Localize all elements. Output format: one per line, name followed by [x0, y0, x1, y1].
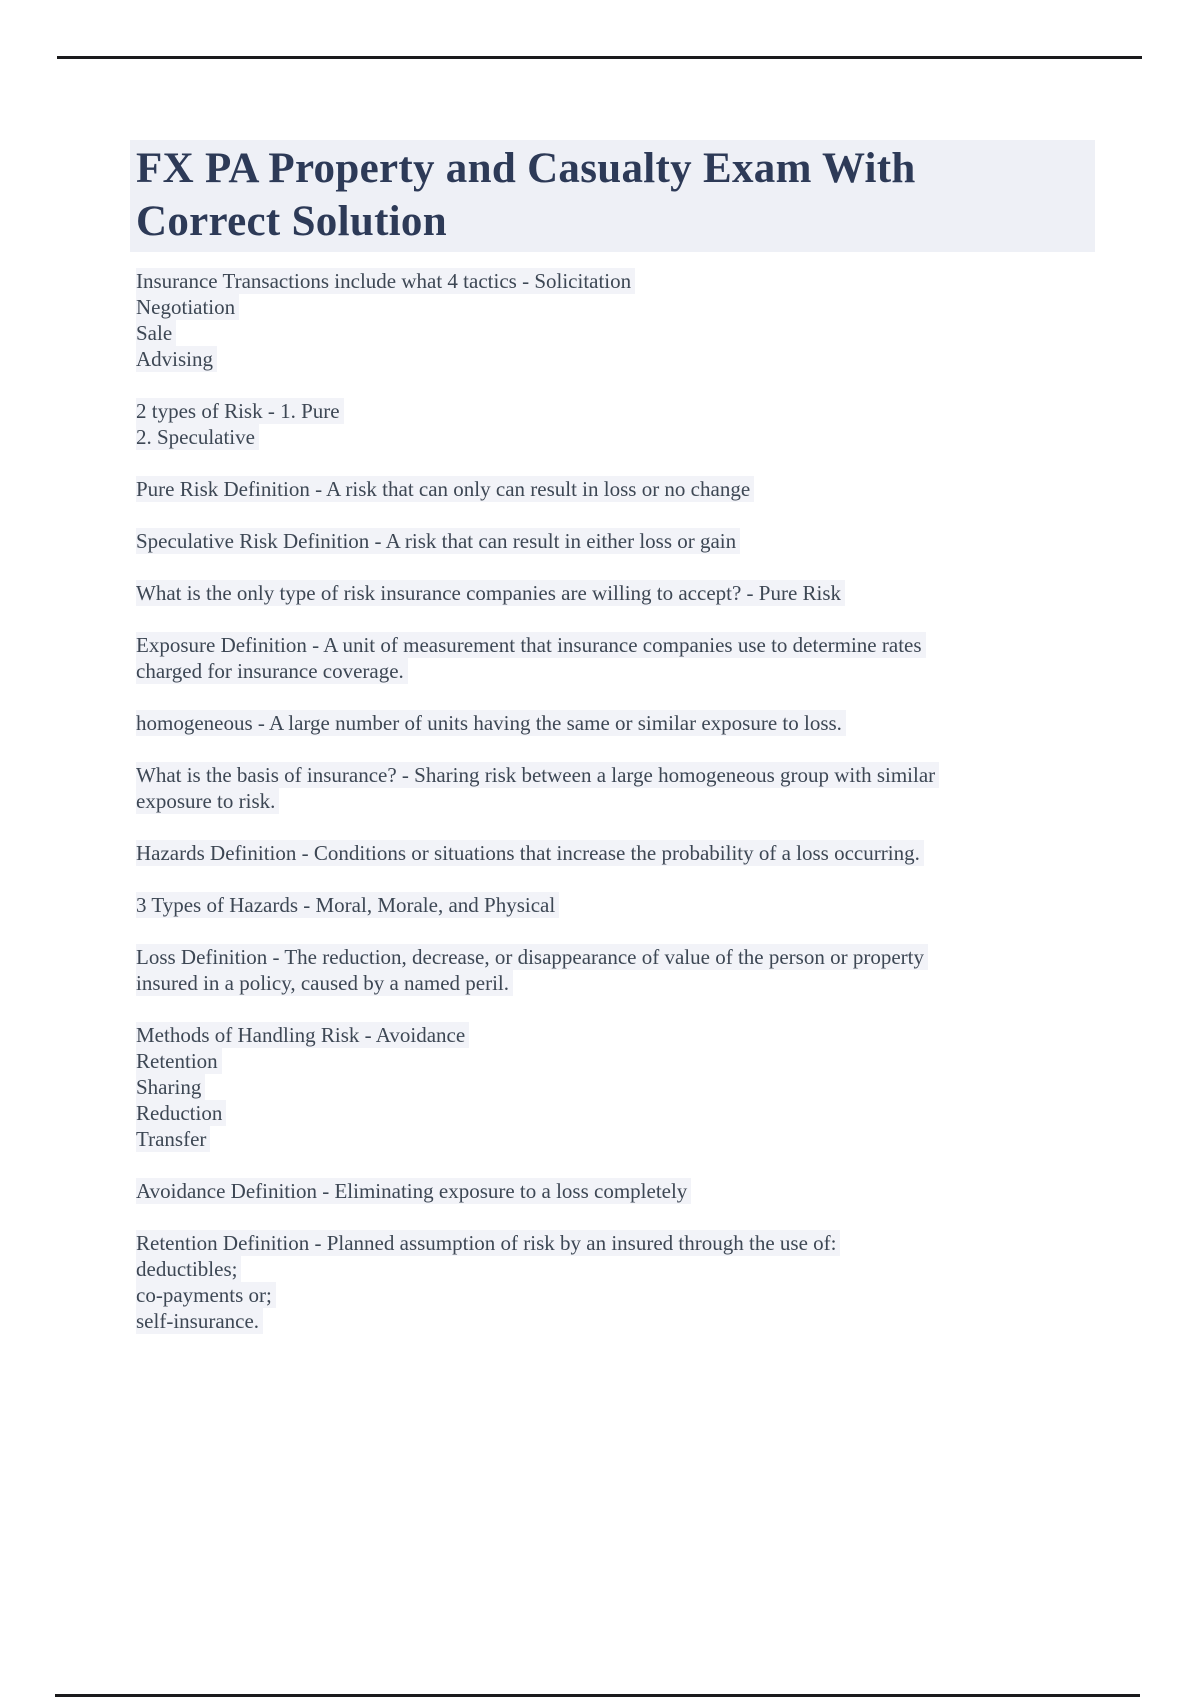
qa-line — [136, 1074, 1100, 1100]
highlighted-text: insured in a policy, caused by a named peril. — [136, 970, 513, 996]
qa-line — [136, 762, 1100, 788]
highlighted-text: charged for insurance coverage. — [136, 658, 408, 684]
highlighted-text: Retention Definition - Planned assumption of risk by an insured through the use of: — [136, 1230, 840, 1256]
qa-line — [136, 1308, 1100, 1334]
qa-line — [136, 1282, 1100, 1308]
qa-line — [136, 1022, 1100, 1048]
qa-item — [136, 710, 1100, 736]
highlighted-text: Speculative Risk Definition - A risk that can result in either loss or gain — [136, 528, 740, 554]
qa-line — [136, 788, 1100, 814]
qa-item — [136, 840, 1100, 866]
highlighted-text: What is the only type of risk insurance companies are willing to accept? - Pure Risk — [136, 580, 845, 606]
highlighted-text: Transfer — [136, 1126, 210, 1152]
qa-item — [136, 944, 1100, 996]
highlighted-text: 2. Speculative — [136, 424, 259, 450]
qa-line — [136, 1230, 1100, 1256]
qa-item — [136, 580, 1100, 606]
qa-item — [136, 632, 1100, 684]
highlighted-text: Pure Risk Definition - A risk that can only can result in loss or no change — [136, 476, 754, 502]
qa-list — [130, 268, 1100, 1334]
highlighted-text: deductibles; — [136, 1256, 241, 1282]
highlighted-text: Hazards Definition - Conditions or situations that increase the probability of a loss occurring. — [136, 840, 924, 866]
highlighted-text: Loss Definition - The reduction, decrease, or disappearance of value of the person or property — [136, 944, 928, 970]
qa-line — [136, 580, 1100, 606]
highlighted-text: Exposure Definition - A unit of measurement that insurance companies use to determine rates — [136, 632, 926, 658]
qa-item — [136, 268, 1100, 372]
highlighted-text: Negotiation — [136, 294, 239, 320]
highlighted-text: Reduction — [136, 1100, 226, 1126]
qa-line — [136, 840, 1100, 866]
page-border-top-rule — [57, 56, 1142, 59]
qa-line — [136, 1126, 1100, 1152]
qa-line — [136, 632, 1100, 658]
qa-item — [136, 1022, 1100, 1152]
qa-item — [136, 1230, 1100, 1334]
qa-line — [136, 1178, 1100, 1204]
qa-line — [136, 970, 1100, 996]
highlighted-text: 2 types of Risk - 1. Pure — [136, 398, 344, 424]
qa-line — [136, 528, 1100, 554]
qa-line — [136, 346, 1100, 372]
qa-line — [136, 320, 1100, 346]
qa-item — [136, 528, 1100, 554]
qa-line — [136, 294, 1100, 320]
qa-line — [136, 398, 1100, 424]
highlighted-text: Methods of Handling Risk - Avoidance — [136, 1022, 469, 1048]
highlighted-text: co-payments or; — [136, 1282, 276, 1308]
qa-line — [136, 476, 1100, 502]
qa-item — [136, 1178, 1100, 1204]
page-border-bottom-rule — [55, 1694, 1140, 1697]
highlighted-text: homogeneous - A large number of units having the same or similar exposure to loss. — [136, 710, 846, 736]
qa-line — [136, 892, 1100, 918]
qa-line — [136, 710, 1100, 736]
qa-line — [136, 1048, 1100, 1074]
document-content — [130, 140, 1100, 1334]
highlighted-text: 3 Types of Hazards - Moral, Morale, and Physical — [136, 892, 559, 918]
highlighted-text: Sharing — [136, 1074, 205, 1100]
qa-line — [136, 658, 1100, 684]
qa-item — [136, 476, 1100, 502]
highlighted-text: exposure to risk. — [136, 788, 279, 814]
highlighted-text: Avoidance Definition - Eliminating exposure to a loss completely — [136, 1178, 691, 1204]
highlighted-text: Advising — [136, 346, 217, 372]
document-title-block — [130, 140, 1095, 252]
highlighted-text: What is the basis of insurance? - Sharing risk between a large homogeneous group with similar — [136, 762, 939, 788]
qa-line — [136, 268, 1100, 294]
highlighted-text: Retention — [136, 1048, 222, 1074]
highlighted-text: Sale — [136, 320, 176, 346]
page-title-line-1: FX PA Property and Casualty Exam With — [136, 145, 916, 192]
qa-line — [136, 424, 1100, 450]
highlighted-text: self-insurance. — [136, 1308, 263, 1334]
qa-line — [136, 1100, 1100, 1126]
page-title-line-2: Correct Solution — [136, 198, 447, 245]
qa-item — [136, 892, 1100, 918]
qa-item — [136, 762, 1100, 814]
highlighted-text: Insurance Transactions include what 4 tactics - Solicitation — [136, 268, 635, 294]
qa-line — [136, 1256, 1100, 1282]
qa-line — [136, 944, 1100, 970]
qa-item — [136, 398, 1100, 450]
